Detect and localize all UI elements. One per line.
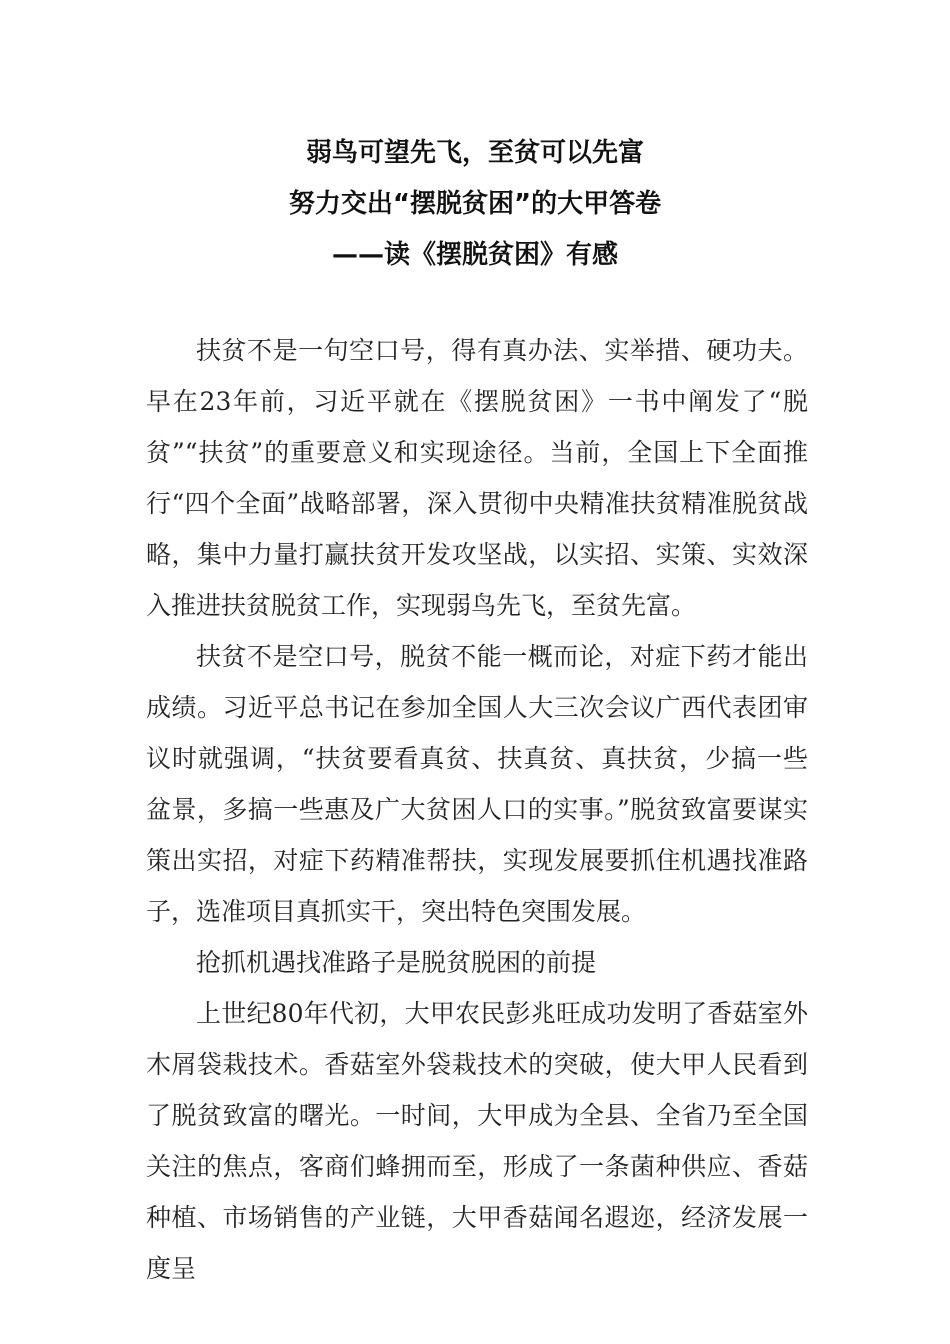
- paragraph-3: 上世纪80年代初，大甲农民彭兆旺成功发明了香菇室外木屑袋栽技术。香菇室外袋栽技术的突破，使大甲人民看到了脱贫致富的曙光。一时间，大甲成为全县、全省乃至全国关注的焦点，客商们蜂拥而至，形成了一条菌种供应、香菇种植、市场销售的产业链，大甲香菇闻名遐迩，经济发展一度呈: [146, 999, 808, 1283]
- title-line-1: 弱鸟可望先飞，至贫可以先富: [305, 138, 644, 168]
- article-body: [146, 325, 808, 1294]
- subtitle-line: ——读《摆脱贫困》有感: [331, 240, 618, 270]
- article-title: [0, 128, 950, 281]
- title-line-2: 努力交出“摆脱贫困”的大甲答卷: [288, 189, 662, 219]
- paragraph-1: 扶贫不是一句空口号，得有真办法、实举措、硬功夫。早在23年前，习近平就在《摆脱贫困》一书中阐发了“脱贫”“扶贫”的重要意义和实现途径。当前，全国上下全面推行“四个全面”战略部署，深入贯彻中央精准扶贫精准脱贫战略，集中力量打赢扶贫开发攻坚战，以实招、实策、实效深入推进扶贫脱贫工作，实现弱鸟先飞，至贫先富。: [146, 336, 808, 620]
- section-heading: 抢抓机遇找准路子是脱贫脱困的前提: [196, 948, 597, 977]
- paragraph-2: 扶贫不是空口号，脱贫不能一概而论，对症下药才能出成绩。习近平总书记在参加全国人大三次会议广西代表团审议时就强调，“扶贫要看真贫、扶真贫、真扶贫，少搞一些盆景，多搞一些惠及广大贫困人口的实事。”脱贫致富要谋实策出实招，对症下药精准帮扶，实现发展要抓住机遇找准路子，选准项目真抓实干，突出特色突围发展。: [146, 642, 808, 926]
